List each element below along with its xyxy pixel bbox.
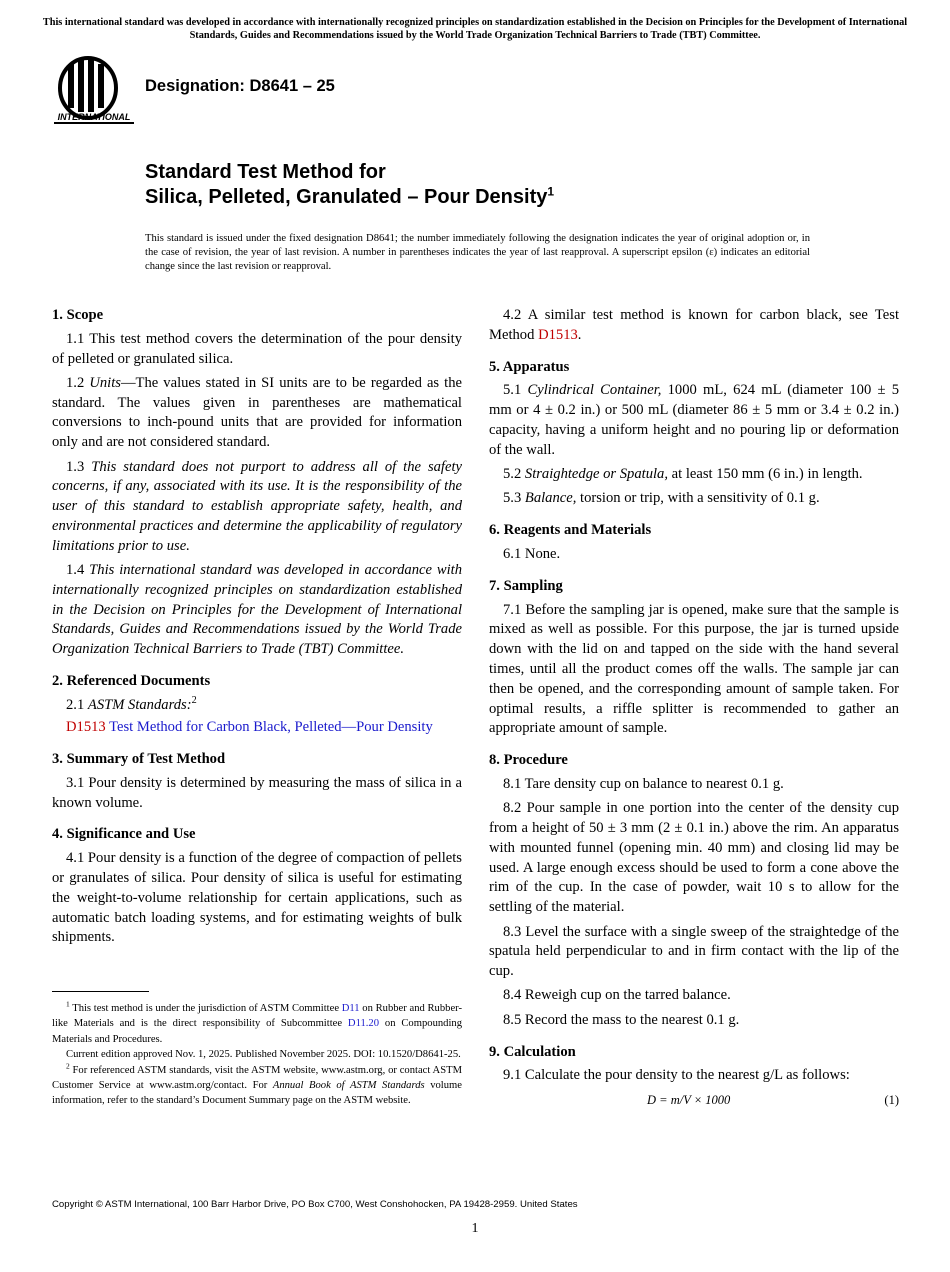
paragraph: [52, 561, 462, 660]
italic-text: Straightedge or Spatula,: [524, 466, 669, 483]
paragraph-number: 5.1: [503, 382, 522, 399]
section-heading: 2. Referenced Documents: [52, 673, 211, 690]
paragraph-text: Reweigh cup on the tarred balance.: [524, 987, 731, 1004]
footnote-divider: [52, 991, 149, 992]
paragraph: [489, 381, 899, 460]
title-line-2: Silica, Pelleted, Granulated – Pour Density: [145, 186, 548, 208]
fn-text: on Rubber and Rubber-like Materials and is the direct responsibility of Subcommittee: [52, 1003, 462, 1030]
paragraph-number: 1.4: [66, 562, 85, 579]
paragraph: [52, 374, 462, 453]
paragraph-number: 6.1: [503, 545, 522, 562]
paragraph: [52, 774, 462, 814]
footnote-1: [52, 1001, 462, 1047]
paragraph: [489, 306, 899, 346]
title-line-1: Standard Test Method for: [145, 161, 386, 183]
section-heading: 3. Summary of Test Method: [52, 750, 226, 767]
equation-formula: D = m/V × 1000: [647, 1092, 731, 1107]
paragraph-text: None.: [524, 545, 561, 562]
paragraph-number: 1.1: [66, 330, 85, 347]
paragraph-number: 8.1: [503, 775, 522, 792]
paragraph-text: Calculate the pour density to the nearest g/L as follows:: [524, 1067, 850, 1084]
paragraph-number: 5.2: [503, 466, 522, 483]
paragraph: [489, 775, 899, 795]
title-footnote-ref[interactable]: 1: [547, 184, 555, 199]
footnotes: [52, 1001, 462, 1109]
astm-logo: [54, 56, 134, 130]
paragraph: [489, 1011, 899, 1031]
paragraph-text: Before the sampling jar is opened, make sure that the sample is mixed as well as possible. For this purpose, the jar is turned upside down with the lid on and tapped on the side with the hand several times, until all the product comes off the walls. The sample jar can then be opened, and the corresponding amount of sample taken. For optimal results, a riffle splitter is recommended to gather an appropriate amount of sample.: [489, 601, 899, 737]
right-column: [489, 306, 899, 1110]
paragraph-number: 1.2: [66, 374, 85, 391]
paragraph: [52, 849, 462, 948]
paragraph: [489, 545, 899, 565]
equation: [489, 1091, 899, 1111]
italic-text: ASTM Standards:: [87, 696, 192, 713]
paragraph-text: 1000 mL, 624 mL (diameter 100 ± 5 mm or 4 ± 0.2 in.) or 500 mL (diameter 86 ± 5 mm or 3.4 ± 0.2 in.) capacity, having a uniform height and no pouring lip or deformation of the wall.: [489, 382, 900, 458]
paragraph-number: 4.1: [66, 850, 85, 867]
paragraph-text: Pour density is a function of the degree of compaction of pellets or granulates of silica. Pour density of silica is useful for estimating the weight-to-volume relationship for certain applications, such as automatic batch loading systems, and for estimating weights of bulk shipments.: [52, 850, 462, 946]
paragraph-number: 8.4: [503, 987, 522, 1004]
paragraph: [489, 465, 899, 485]
fn-marker: 2: [66, 1061, 70, 1071]
footnote-2: [52, 1063, 462, 1109]
paragraph: [52, 696, 462, 716]
issuance-statement: This standard is issued under the fixed designation D8641; the number immediately following the designation indicates the year of original adoption or, in the case of revision, the year of last revision. A number in parentheses indicates the year of last reapproval. A superscript epsilon (ε) indicates an editorial change since the last revision or reapproval.: [145, 233, 810, 272]
paragraph-text: torsion or trip, with a sensitivity of 0.1 g.: [576, 490, 820, 507]
fn-marker: 1: [66, 999, 70, 1009]
paragraph-text: —The values stated in SI units are to be regarded as the standard. The values given in parentheses are mathematical conversions to inch-pound units that are provided for information only and are not considered standard.: [52, 374, 462, 451]
italic-text: Units: [89, 374, 121, 391]
standard-link[interactable]: D1513: [66, 719, 106, 736]
paragraph-text: Record the mass to the nearest 0.1 g.: [524, 1011, 740, 1028]
standard-notice: This international standard was developed in accordance with internationally recognized principles on standardization established in the Decision on Principles for the Development of International Standards, Guides and Recommendations issued by the World Trade Organization Technical Barriers to Trade (TBT) Committee.: [42, 17, 908, 41]
paragraph-number: 8.5: [503, 1011, 522, 1028]
paragraph: [489, 799, 899, 918]
paragraph: [489, 923, 899, 982]
paragraph-number: 4.2: [503, 307, 522, 323]
paragraph-number: 8.3: [503, 923, 522, 940]
paragraph: [52, 330, 462, 370]
paragraph: [489, 601, 899, 740]
svg-text:INTERNATIONAL: INTERNATIONAL: [57, 112, 131, 122]
paragraph-number: 9.1: [503, 1067, 522, 1084]
italic-text: Cylindrical Container,: [527, 382, 662, 399]
fn-text: volume information, refer to the standard’s Document Summary page on the ASTM website.: [52, 1080, 462, 1107]
page-number: 1: [471, 1221, 479, 1236]
paragraph-text: A similar test method is known for carbon black, see Test Method: [489, 307, 899, 343]
section-heading: 5. Apparatus: [489, 358, 570, 375]
section-heading: 8. Procedure: [489, 752, 568, 769]
paragraph: [489, 489, 899, 509]
paragraph-text: at least 150 mm (6 in.) in length.: [668, 466, 863, 483]
footnote-ref[interactable]: 2: [191, 694, 197, 706]
section-heading: 1. Scope: [52, 307, 104, 323]
paragraph-number: 2.1: [66, 696, 85, 713]
document-title: [145, 160, 554, 210]
section-heading: 9. Calculation: [489, 1043, 576, 1060]
paragraph-number: 7.1: [503, 601, 522, 618]
fn-text: This test method is under the jurisdiction of ASTM Committee: [72, 1003, 342, 1014]
standard-title-link[interactable]: Test Method for Carbon Black, Pelleted—Pour Density: [109, 719, 433, 736]
committee-link[interactable]: D11: [341, 1003, 360, 1014]
paragraph-number: 5.3: [503, 490, 522, 507]
fn-text: Annual Book of ASTM Standards: [272, 1080, 425, 1092]
edition-note: Current edition approved Nov. 1, 2025. Published November 2025. DOI: 10.1520/D8641-25.: [66, 1049, 461, 1061]
fn-text: on Compounding Materials and Procedures.: [52, 1018, 462, 1045]
designation: Designation: D8641 – 25: [145, 77, 335, 95]
italic-text: Balance,: [524, 490, 577, 507]
paragraph-text: Level the surface with a single sweep of the straightedge of the spatula held perpendicular to and in firm contact with the lip of the cup.: [489, 923, 900, 980]
paragraph: [489, 1066, 899, 1086]
paragraph-text: .: [577, 326, 582, 343]
left-column: [52, 306, 462, 953]
paragraph: [52, 718, 462, 738]
section-heading: 4. Significance and Use: [52, 826, 196, 843]
paragraph: [489, 986, 899, 1006]
paragraph-text: Tare density cup on balance to nearest 0.1 g.: [524, 775, 784, 792]
paragraph-text: Pour density is determined by measuring the mass of silica in a known volume.: [52, 774, 462, 811]
paragraph-text: This test method covers the determination of the pour density of pelleted or granulated silica.: [52, 330, 462, 367]
section-heading: 6. Reagents and Materials: [489, 522, 652, 539]
subcommittee-link[interactable]: D11.20: [347, 1018, 380, 1030]
standard-link[interactable]: D1513: [538, 326, 578, 343]
paragraph-number: 8.2: [503, 800, 522, 817]
paragraph-number: 3.1: [66, 774, 85, 791]
paragraph-text: Pour sample in one portion into the center of the density cup from a height of 50 ± 3 mm (2 ± 0.1 in.) above the rim. An apparatus with mounted funnel (opening min. 40 mm) and closing lid may be used. A large enough excess should be used to form a cone above the rim of the cup. In the case of powder, wait 10 s to allow for the settling of the material.: [489, 800, 899, 916]
italic-text: This international standard was developed in accordance with internationally recognized principles on standardization established in the Decision on Principles for the Development of International Standards, Guides and Recommendations issued by the World Trade Organization Technical Barriers to Trade (TBT) Committee.: [52, 562, 463, 658]
paragraph: [52, 458, 462, 557]
paragraph-number: 1.3: [66, 458, 85, 475]
section-heading: 7. Sampling: [489, 577, 563, 594]
equation-number: (1): [884, 1092, 899, 1107]
copyright: Copyright © ASTM International, 100 Barr Harbor Drive, PO Box C700, West Conshohocken, PA 19428-2959. United States: [52, 1199, 578, 1210]
fn-text: For referenced ASTM standards, visit the ASTM website, www.astm.org, or contact ASTM Customer Service at www.astm.org/contact. For: [52, 1064, 462, 1092]
italic-text: This standard does not purport to address all of the safety concerns, if any, associated with its use. It is the responsibility of the user of this standard to establish appropriate safety, health, and environmental practices and determine the applicability of regulatory limitations prior to use.: [52, 458, 462, 554]
